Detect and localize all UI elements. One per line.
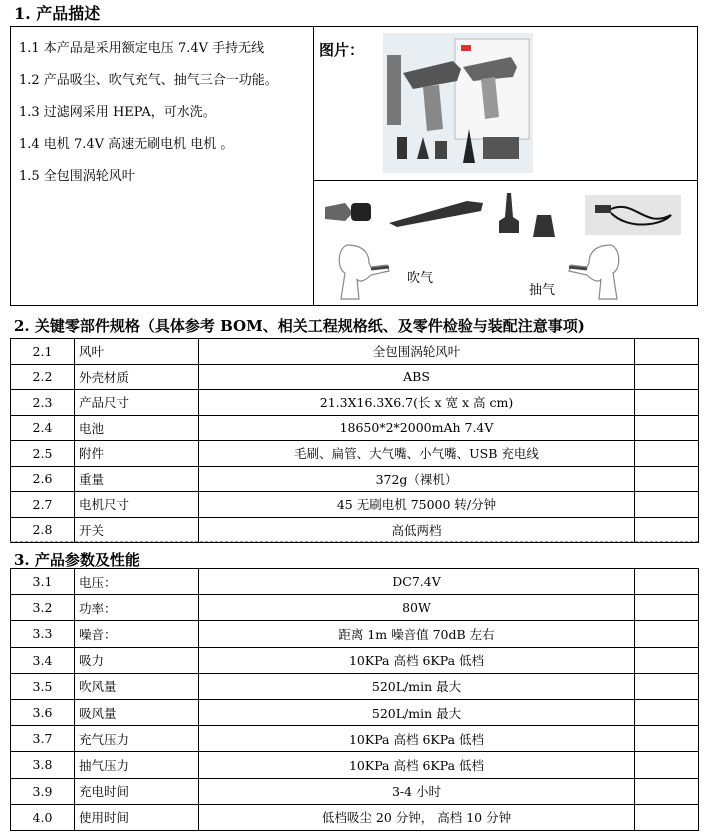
suction-caption: 抽气 bbox=[529, 283, 556, 298]
table-row bbox=[11, 752, 699, 778]
suction-device-drawing bbox=[559, 243, 623, 303]
row-value: 18650*2*2000mAh 7.4V bbox=[199, 415, 635, 441]
desc-line-4: 1.4 电机 7.4V 高速无刷电机 电机 。 bbox=[19, 137, 234, 152]
desc-line-2: 1.2 产品吸尘、吹气充气、抽气三合一功能。 bbox=[19, 73, 278, 88]
row-blank bbox=[635, 621, 699, 647]
large-nozzle-image bbox=[529, 213, 559, 239]
row-blank bbox=[635, 441, 699, 467]
table-row bbox=[11, 569, 699, 595]
row-blank bbox=[635, 804, 699, 830]
row-blank bbox=[635, 752, 699, 778]
table-row bbox=[11, 621, 699, 647]
row-value: 高低两档 bbox=[199, 517, 635, 543]
row-name: 外壳材质 bbox=[75, 364, 199, 390]
row-number: 3.4 bbox=[11, 647, 75, 673]
row-blank bbox=[635, 569, 699, 595]
row-blank bbox=[635, 492, 699, 518]
row-value: 距离 1m 噪音值 70dB 左右 bbox=[199, 621, 635, 647]
row-name: 抽气压力 bbox=[75, 752, 199, 778]
key-components-table bbox=[10, 338, 699, 543]
row-value: 毛刷、扁管、大气嘴、小气嘴、USB 充电线 bbox=[199, 441, 635, 467]
picture-divider bbox=[314, 180, 698, 181]
product-description-box bbox=[10, 26, 698, 306]
row-blank bbox=[635, 364, 699, 390]
row-value: 520L/min 最大 bbox=[199, 673, 635, 699]
desc-line-1: 1.1 本产品是采用额定电压 7.4V 手持无线 bbox=[19, 41, 265, 56]
row-name: 功率： bbox=[75, 595, 199, 621]
row-value: DC7.4V bbox=[199, 569, 635, 595]
row-value: 520L/min 最大 bbox=[199, 699, 635, 725]
table-row bbox=[11, 804, 699, 830]
row-blank bbox=[635, 673, 699, 699]
row-value: ABS bbox=[199, 364, 635, 390]
row-value: 全包围涡轮风叶 bbox=[199, 339, 635, 365]
table-row bbox=[11, 339, 699, 365]
row-number: 2.1 bbox=[11, 339, 75, 365]
product-parameters-table bbox=[10, 568, 699, 831]
row-name: 风叶 bbox=[75, 339, 199, 365]
table-row bbox=[11, 673, 699, 699]
row-name: 重量 bbox=[75, 466, 199, 492]
row-value: 10KPa 高档 6KPa 低档 bbox=[199, 726, 635, 752]
row-name: 电机尺寸 bbox=[75, 492, 199, 518]
row-value: 10KPa 高档 6KPa 低档 bbox=[199, 647, 635, 673]
row-value: 45 无刷电机 75000 转/分钟 bbox=[199, 492, 635, 518]
blow-caption: 吹气 bbox=[407, 271, 434, 286]
picture-label: 图片： bbox=[319, 41, 365, 59]
row-number: 3.6 bbox=[11, 699, 75, 725]
row-value: 21.3X16.3X6.7(长 x 宽 x 高 cm) bbox=[199, 390, 635, 416]
row-blank bbox=[635, 726, 699, 752]
table-row bbox=[11, 415, 699, 441]
section-3-heading: 3. 产品参数及性能 bbox=[14, 551, 140, 569]
row-number: 2.2 bbox=[11, 364, 75, 390]
desc-line-5: 1.5 全包围涡轮风叶 bbox=[19, 169, 135, 184]
row-number: 2.8 bbox=[11, 517, 75, 543]
row-number: 3.3 bbox=[11, 621, 75, 647]
table-row bbox=[11, 778, 699, 804]
row-blank bbox=[635, 415, 699, 441]
row-name: 噪音： bbox=[75, 621, 199, 647]
row-number: 2.5 bbox=[11, 441, 75, 467]
row-blank bbox=[635, 699, 699, 725]
row-number: 3.7 bbox=[11, 726, 75, 752]
row-name: 充电时间 bbox=[75, 778, 199, 804]
table-row bbox=[11, 647, 699, 673]
column-divider bbox=[313, 27, 314, 305]
row-value: 80W bbox=[199, 595, 635, 621]
row-name: 使用时间 bbox=[75, 804, 199, 830]
row-number: 3.1 bbox=[11, 569, 75, 595]
row-name: 电池 bbox=[75, 415, 199, 441]
table-row bbox=[11, 517, 699, 543]
section-1-heading: 1. 产品描述 bbox=[14, 4, 101, 23]
row-name: 开关 bbox=[75, 517, 199, 543]
row-number: 3.5 bbox=[11, 673, 75, 699]
row-number: 2.3 bbox=[11, 390, 75, 416]
row-number: 3.8 bbox=[11, 752, 75, 778]
row-blank bbox=[635, 595, 699, 621]
row-number: 2.7 bbox=[11, 492, 75, 518]
small-nozzle-image bbox=[497, 191, 521, 235]
brush-accessory-image bbox=[323, 199, 373, 225]
row-name: 产品尺寸 bbox=[75, 390, 199, 416]
row-blank bbox=[635, 466, 699, 492]
row-number: 3.9 bbox=[11, 778, 75, 804]
table-row bbox=[11, 390, 699, 416]
table-row bbox=[11, 492, 699, 518]
row-number: 2.6 bbox=[11, 466, 75, 492]
row-name: 附件 bbox=[75, 441, 199, 467]
product-package-image bbox=[383, 33, 533, 173]
table-row bbox=[11, 466, 699, 492]
table-row bbox=[11, 441, 699, 467]
row-number: 2.4 bbox=[11, 415, 75, 441]
row-blank bbox=[635, 517, 699, 543]
row-value: 3-4 小时 bbox=[199, 778, 635, 804]
section-2-heading: 2. 关键零部件规格（具体参考 BOM、相关工程规格纸、及零件检验与装配注意事项) bbox=[14, 317, 585, 335]
row-blank bbox=[635, 647, 699, 673]
row-name: 吹风量 bbox=[75, 673, 199, 699]
row-value: 372g（裸机） bbox=[199, 466, 635, 492]
table-row bbox=[11, 699, 699, 725]
row-blank bbox=[635, 778, 699, 804]
page-break-line bbox=[10, 541, 698, 542]
row-number: 4.0 bbox=[11, 804, 75, 830]
usb-cable-image bbox=[585, 195, 681, 235]
row-name: 电压： bbox=[75, 569, 199, 595]
table-row bbox=[11, 364, 699, 390]
row-number: 3.2 bbox=[11, 595, 75, 621]
row-blank bbox=[635, 390, 699, 416]
flat-nozzle-image bbox=[387, 197, 487, 227]
blow-device-drawing bbox=[335, 243, 399, 303]
table-row bbox=[11, 595, 699, 621]
row-name: 吸风量 bbox=[75, 699, 199, 725]
table-row bbox=[11, 726, 699, 752]
row-name: 充气压力 bbox=[75, 726, 199, 752]
row-value: 10KPa 高档 6KPa 低档 bbox=[199, 752, 635, 778]
row-blank bbox=[635, 339, 699, 365]
row-name: 吸力 bbox=[75, 647, 199, 673]
row-value: 低档吸尘 20 分钟， 高档 10 分钟 bbox=[199, 804, 635, 830]
desc-line-3: 1.3 过滤网采用 HEPA，可水洗。 bbox=[19, 105, 216, 120]
